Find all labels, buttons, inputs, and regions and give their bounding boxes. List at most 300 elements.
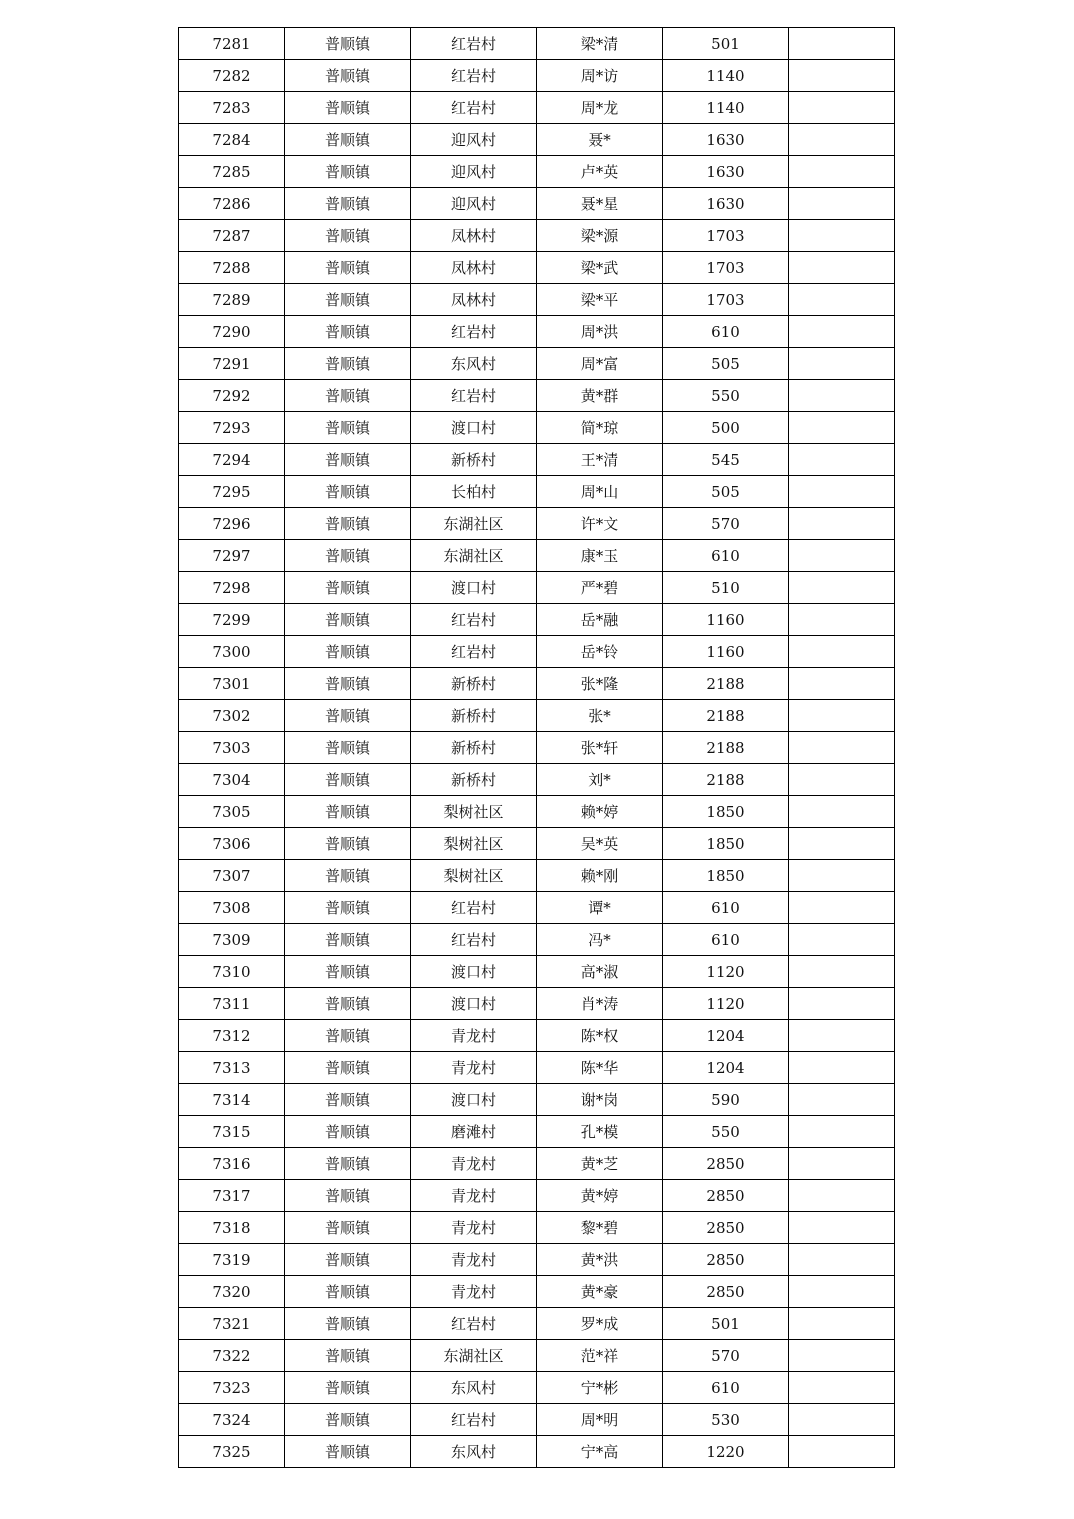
cell-person-name: 周*龙 [537, 92, 663, 124]
cell-village: 红岩村 [411, 28, 537, 60]
table-row [179, 1180, 895, 1212]
table-row [179, 284, 895, 316]
cell-town: 普顺镇 [285, 764, 411, 796]
cell-note [789, 572, 895, 604]
cell-village: 红岩村 [411, 60, 537, 92]
table-row [179, 1212, 895, 1244]
cell-serial-number: 7309 [179, 924, 285, 956]
cell-town: 普顺镇 [285, 156, 411, 188]
table-row [179, 668, 895, 700]
cell-person-name: 梁*武 [537, 252, 663, 284]
cell-person-name: 黄*群 [537, 380, 663, 412]
cell-person-name: 聂*星 [537, 188, 663, 220]
cell-person-name: 梁*源 [537, 220, 663, 252]
cell-village: 梨树社区 [411, 828, 537, 860]
table-row [179, 892, 895, 924]
cell-person-name: 王*清 [537, 444, 663, 476]
roster-table-body [179, 28, 895, 1468]
cell-note [789, 60, 895, 92]
cell-town: 普顺镇 [285, 860, 411, 892]
cell-note [789, 1148, 895, 1180]
cell-town: 普顺镇 [285, 540, 411, 572]
cell-serial-number: 7296 [179, 508, 285, 540]
cell-village: 迎风村 [411, 156, 537, 188]
cell-person-name: 宁*彬 [537, 1372, 663, 1404]
cell-village: 青龙村 [411, 1244, 537, 1276]
cell-amount: 530 [663, 1404, 789, 1436]
table-row [179, 572, 895, 604]
table-row [179, 1308, 895, 1340]
cell-town: 普顺镇 [285, 124, 411, 156]
table-row [179, 860, 895, 892]
table-row [179, 1404, 895, 1436]
cell-note [789, 1244, 895, 1276]
cell-town: 普顺镇 [285, 444, 411, 476]
cell-serial-number: 7308 [179, 892, 285, 924]
cell-serial-number: 7299 [179, 604, 285, 636]
cell-village: 青龙村 [411, 1148, 537, 1180]
cell-amount: 2850 [663, 1244, 789, 1276]
cell-town: 普顺镇 [285, 1180, 411, 1212]
cell-serial-number: 7310 [179, 956, 285, 988]
cell-town: 普顺镇 [285, 1308, 411, 1340]
cell-village: 红岩村 [411, 892, 537, 924]
table-row [179, 828, 895, 860]
table-row [179, 636, 895, 668]
cell-town: 普顺镇 [285, 92, 411, 124]
cell-amount: 1850 [663, 828, 789, 860]
cell-person-name: 岳*融 [537, 604, 663, 636]
cell-note [789, 604, 895, 636]
cell-village: 青龙村 [411, 1020, 537, 1052]
cell-note [789, 1084, 895, 1116]
table-row [179, 1372, 895, 1404]
cell-person-name: 卢*英 [537, 156, 663, 188]
cell-serial-number: 7322 [179, 1340, 285, 1372]
cell-village: 渡口村 [411, 988, 537, 1020]
cell-town: 普顺镇 [285, 1052, 411, 1084]
cell-note [789, 28, 895, 60]
cell-serial-number: 7323 [179, 1372, 285, 1404]
cell-person-name: 梁*清 [537, 28, 663, 60]
cell-village: 东湖社区 [411, 1340, 537, 1372]
cell-town: 普顺镇 [285, 188, 411, 220]
cell-amount: 1160 [663, 636, 789, 668]
cell-note [789, 956, 895, 988]
cell-amount: 610 [663, 1372, 789, 1404]
cell-serial-number: 7285 [179, 156, 285, 188]
cell-town: 普顺镇 [285, 1244, 411, 1276]
cell-village: 渡口村 [411, 572, 537, 604]
cell-person-name: 严*碧 [537, 572, 663, 604]
cell-amount: 500 [663, 412, 789, 444]
cell-village: 红岩村 [411, 636, 537, 668]
cell-village: 红岩村 [411, 604, 537, 636]
cell-note [789, 508, 895, 540]
cell-town: 普顺镇 [285, 1340, 411, 1372]
cell-town: 普顺镇 [285, 1276, 411, 1308]
cell-amount: 1703 [663, 220, 789, 252]
cell-town: 普顺镇 [285, 1116, 411, 1148]
cell-serial-number: 7292 [179, 380, 285, 412]
cell-amount: 610 [663, 924, 789, 956]
cell-town: 普顺镇 [285, 700, 411, 732]
cell-village: 红岩村 [411, 1404, 537, 1436]
cell-serial-number: 7305 [179, 796, 285, 828]
cell-serial-number: 7281 [179, 28, 285, 60]
cell-person-name: 陈*华 [537, 1052, 663, 1084]
cell-amount: 2188 [663, 732, 789, 764]
cell-serial-number: 7307 [179, 860, 285, 892]
cell-serial-number: 7290 [179, 316, 285, 348]
table-row [179, 1436, 895, 1468]
cell-amount: 1140 [663, 92, 789, 124]
table-row [179, 700, 895, 732]
cell-town: 普顺镇 [285, 1212, 411, 1244]
cell-amount: 1850 [663, 796, 789, 828]
table-row [179, 60, 895, 92]
table-row [179, 732, 895, 764]
cell-note [789, 1180, 895, 1212]
cell-serial-number: 7314 [179, 1084, 285, 1116]
cell-village: 红岩村 [411, 316, 537, 348]
cell-serial-number: 7293 [179, 412, 285, 444]
cell-person-name: 聂* [537, 124, 663, 156]
cell-village: 东风村 [411, 1372, 537, 1404]
cell-amount: 2850 [663, 1212, 789, 1244]
cell-person-name: 许*文 [537, 508, 663, 540]
cell-person-name: 宁*高 [537, 1436, 663, 1468]
cell-note [789, 892, 895, 924]
cell-town: 普顺镇 [285, 1084, 411, 1116]
cell-village: 磨滩村 [411, 1116, 537, 1148]
cell-note [789, 284, 895, 316]
cell-person-name: 黎*碧 [537, 1212, 663, 1244]
cell-note [789, 924, 895, 956]
cell-person-name: 张*隆 [537, 668, 663, 700]
cell-town: 普顺镇 [285, 828, 411, 860]
table-row [179, 1020, 895, 1052]
cell-amount: 550 [663, 1116, 789, 1148]
roster-table [178, 27, 895, 1468]
cell-person-name: 黄*婷 [537, 1180, 663, 1212]
table-row [179, 796, 895, 828]
cell-village: 新桥村 [411, 732, 537, 764]
cell-amount: 1140 [663, 60, 789, 92]
cell-note [789, 1436, 895, 1468]
cell-village: 凤林村 [411, 220, 537, 252]
cell-person-name: 黄*芝 [537, 1148, 663, 1180]
table-row [179, 412, 895, 444]
cell-note [789, 1308, 895, 1340]
cell-person-name: 罗*成 [537, 1308, 663, 1340]
cell-village: 青龙村 [411, 1180, 537, 1212]
table-row [179, 444, 895, 476]
cell-town: 普顺镇 [285, 284, 411, 316]
table-row [179, 28, 895, 60]
cell-town: 普顺镇 [285, 668, 411, 700]
cell-village: 凤林村 [411, 252, 537, 284]
cell-serial-number: 7294 [179, 444, 285, 476]
cell-amount: 2188 [663, 700, 789, 732]
cell-note [789, 156, 895, 188]
cell-person-name: 周*访 [537, 60, 663, 92]
cell-serial-number: 7318 [179, 1212, 285, 1244]
cell-village: 新桥村 [411, 764, 537, 796]
cell-note [789, 380, 895, 412]
cell-village: 迎风村 [411, 124, 537, 156]
cell-village: 青龙村 [411, 1276, 537, 1308]
cell-note [789, 828, 895, 860]
cell-person-name: 周*富 [537, 348, 663, 380]
cell-note [789, 732, 895, 764]
cell-amount: 570 [663, 508, 789, 540]
cell-village: 东湖社区 [411, 508, 537, 540]
cell-amount: 2850 [663, 1276, 789, 1308]
cell-town: 普顺镇 [285, 220, 411, 252]
table-row [179, 348, 895, 380]
cell-note [789, 1276, 895, 1308]
cell-amount: 590 [663, 1084, 789, 1116]
cell-amount: 1220 [663, 1436, 789, 1468]
cell-town: 普顺镇 [285, 924, 411, 956]
cell-amount: 610 [663, 540, 789, 572]
table-row [179, 540, 895, 572]
cell-serial-number: 7325 [179, 1436, 285, 1468]
cell-note [789, 764, 895, 796]
cell-amount: 2188 [663, 764, 789, 796]
cell-person-name: 简*琼 [537, 412, 663, 444]
cell-serial-number: 7324 [179, 1404, 285, 1436]
cell-serial-number: 7303 [179, 732, 285, 764]
cell-person-name: 刘* [537, 764, 663, 796]
cell-serial-number: 7304 [179, 764, 285, 796]
cell-town: 普顺镇 [285, 1372, 411, 1404]
cell-person-name: 梁*平 [537, 284, 663, 316]
cell-serial-number: 7283 [179, 92, 285, 124]
cell-town: 普顺镇 [285, 604, 411, 636]
cell-serial-number: 7300 [179, 636, 285, 668]
cell-village: 渡口村 [411, 1084, 537, 1116]
cell-town: 普顺镇 [285, 636, 411, 668]
table-row [179, 220, 895, 252]
cell-amount: 1120 [663, 956, 789, 988]
cell-serial-number: 7297 [179, 540, 285, 572]
cell-person-name: 周*洪 [537, 316, 663, 348]
cell-village: 凤林村 [411, 284, 537, 316]
cell-note [789, 1404, 895, 1436]
cell-person-name: 陈*权 [537, 1020, 663, 1052]
cell-village: 新桥村 [411, 668, 537, 700]
table-row [179, 956, 895, 988]
cell-note [789, 316, 895, 348]
cell-amount: 2850 [663, 1148, 789, 1180]
cell-amount: 610 [663, 316, 789, 348]
cell-amount: 1630 [663, 156, 789, 188]
table-row [179, 252, 895, 284]
cell-village: 红岩村 [411, 380, 537, 412]
cell-person-name: 康*玉 [537, 540, 663, 572]
cell-note [789, 412, 895, 444]
cell-serial-number: 7319 [179, 1244, 285, 1276]
cell-amount: 505 [663, 348, 789, 380]
table-row [179, 124, 895, 156]
cell-note [789, 1020, 895, 1052]
cell-serial-number: 7316 [179, 1148, 285, 1180]
cell-note [789, 1212, 895, 1244]
cell-note [789, 476, 895, 508]
cell-town: 普顺镇 [285, 732, 411, 764]
cell-village: 东风村 [411, 348, 537, 380]
cell-amount: 1703 [663, 284, 789, 316]
cell-village: 青龙村 [411, 1212, 537, 1244]
table-row [179, 924, 895, 956]
cell-note [789, 540, 895, 572]
cell-town: 普顺镇 [285, 572, 411, 604]
cell-town: 普顺镇 [285, 956, 411, 988]
cell-person-name: 黄*洪 [537, 1244, 663, 1276]
cell-note [789, 1052, 895, 1084]
table-row [179, 1148, 895, 1180]
cell-serial-number: 7298 [179, 572, 285, 604]
cell-town: 普顺镇 [285, 380, 411, 412]
cell-serial-number: 7317 [179, 1180, 285, 1212]
cell-note [789, 1116, 895, 1148]
cell-amount: 550 [663, 380, 789, 412]
cell-serial-number: 7320 [179, 1276, 285, 1308]
cell-serial-number: 7301 [179, 668, 285, 700]
cell-town: 普顺镇 [285, 252, 411, 284]
cell-amount: 2850 [663, 1180, 789, 1212]
cell-village: 梨树社区 [411, 796, 537, 828]
table-row [179, 1052, 895, 1084]
cell-village: 新桥村 [411, 444, 537, 476]
cell-person-name: 赖*刚 [537, 860, 663, 892]
cell-village: 东湖社区 [411, 540, 537, 572]
cell-serial-number: 7311 [179, 988, 285, 1020]
cell-town: 普顺镇 [285, 316, 411, 348]
cell-village: 红岩村 [411, 924, 537, 956]
cell-note [789, 252, 895, 284]
cell-note [789, 348, 895, 380]
cell-village: 渡口村 [411, 956, 537, 988]
cell-person-name: 谢*岗 [537, 1084, 663, 1116]
cell-person-name: 赖*婷 [537, 796, 663, 828]
cell-amount: 610 [663, 892, 789, 924]
cell-serial-number: 7284 [179, 124, 285, 156]
cell-note [789, 860, 895, 892]
cell-note [789, 668, 895, 700]
cell-serial-number: 7315 [179, 1116, 285, 1148]
cell-note [789, 444, 895, 476]
table-row [179, 1244, 895, 1276]
cell-note [789, 636, 895, 668]
cell-village: 迎风村 [411, 188, 537, 220]
cell-person-name: 周*山 [537, 476, 663, 508]
cell-person-name: 周*明 [537, 1404, 663, 1436]
cell-note [789, 700, 895, 732]
table-row [179, 92, 895, 124]
cell-serial-number: 7287 [179, 220, 285, 252]
cell-amount: 2188 [663, 668, 789, 700]
cell-village: 东风村 [411, 1436, 537, 1468]
cell-town: 普顺镇 [285, 796, 411, 828]
cell-note [789, 1340, 895, 1372]
cell-town: 普顺镇 [285, 348, 411, 380]
cell-serial-number: 7312 [179, 1020, 285, 1052]
cell-serial-number: 7306 [179, 828, 285, 860]
cell-town: 普顺镇 [285, 28, 411, 60]
cell-person-name: 冯* [537, 924, 663, 956]
cell-amount: 501 [663, 28, 789, 60]
cell-town: 普顺镇 [285, 412, 411, 444]
table-row [179, 316, 895, 348]
cell-amount: 501 [663, 1308, 789, 1340]
cell-note [789, 220, 895, 252]
table-row [179, 764, 895, 796]
table-row [179, 988, 895, 1020]
table-row [179, 1084, 895, 1116]
cell-note [789, 796, 895, 828]
cell-town: 普顺镇 [285, 1148, 411, 1180]
cell-amount: 545 [663, 444, 789, 476]
cell-town: 普顺镇 [285, 508, 411, 540]
cell-serial-number: 7286 [179, 188, 285, 220]
cell-person-name: 高*淑 [537, 956, 663, 988]
cell-serial-number: 7302 [179, 700, 285, 732]
cell-person-name: 孔*模 [537, 1116, 663, 1148]
cell-amount: 510 [663, 572, 789, 604]
cell-village: 渡口村 [411, 412, 537, 444]
cell-person-name: 谭* [537, 892, 663, 924]
table-row [179, 380, 895, 412]
table-row [179, 476, 895, 508]
cell-amount: 1850 [663, 860, 789, 892]
cell-amount: 505 [663, 476, 789, 508]
cell-serial-number: 7282 [179, 60, 285, 92]
cell-village: 新桥村 [411, 700, 537, 732]
table-row [179, 508, 895, 540]
cell-person-name: 张*轩 [537, 732, 663, 764]
cell-village: 梨树社区 [411, 860, 537, 892]
cell-amount: 570 [663, 1340, 789, 1372]
cell-village: 红岩村 [411, 1308, 537, 1340]
table-row [179, 188, 895, 220]
cell-serial-number: 7313 [179, 1052, 285, 1084]
cell-amount: 1703 [663, 252, 789, 284]
cell-town: 普顺镇 [285, 60, 411, 92]
cell-person-name: 吴*英 [537, 828, 663, 860]
cell-town: 普顺镇 [285, 1436, 411, 1468]
cell-town: 普顺镇 [285, 892, 411, 924]
cell-person-name: 范*祥 [537, 1340, 663, 1372]
cell-serial-number: 7291 [179, 348, 285, 380]
cell-note [789, 1372, 895, 1404]
cell-person-name: 岳*铃 [537, 636, 663, 668]
cell-note [789, 92, 895, 124]
cell-amount: 1120 [663, 988, 789, 1020]
cell-town: 普顺镇 [285, 1020, 411, 1052]
cell-person-name: 张* [537, 700, 663, 732]
cell-person-name: 肖*涛 [537, 988, 663, 1020]
cell-person-name: 黄*豪 [537, 1276, 663, 1308]
cell-note [789, 988, 895, 1020]
cell-town: 普顺镇 [285, 988, 411, 1020]
table-row [179, 604, 895, 636]
cell-town: 普顺镇 [285, 1404, 411, 1436]
cell-amount: 1160 [663, 604, 789, 636]
cell-serial-number: 7288 [179, 252, 285, 284]
